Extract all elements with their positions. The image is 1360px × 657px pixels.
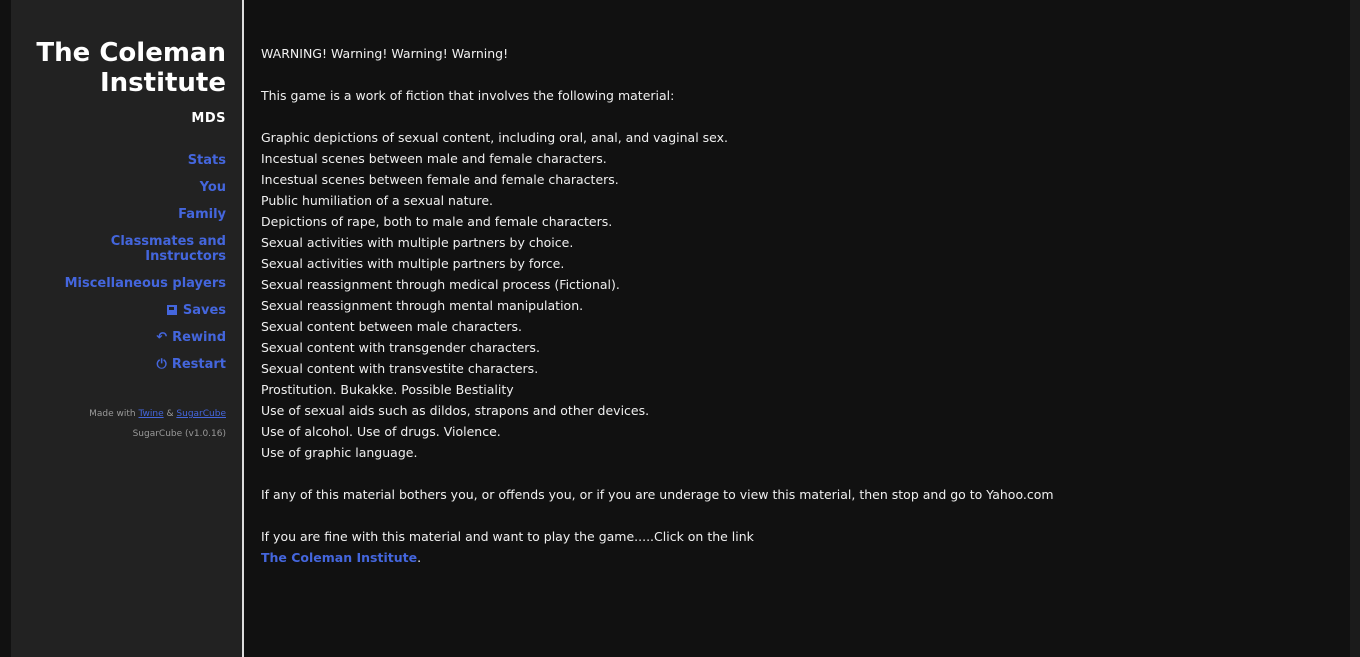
start-game-link[interactable]: The Coleman Institute <box>261 550 418 565</box>
floppy-disk-icon <box>167 305 177 315</box>
version-text: SugarCube (v1.0.16) <box>132 429 226 439</box>
undo-arrow-icon: ↶ <box>156 330 168 345</box>
content-item: Prostitution. Bukakke. Possible Bestiality <box>261 382 514 397</box>
menu-item-restart[interactable] <box>11 357 226 372</box>
content-item: Incestual scenes between male and female characters. <box>261 151 607 166</box>
menu-item-saves[interactable] <box>11 303 226 318</box>
content-item: Use of alcohol. Use of drugs. Violence. <box>261 424 501 439</box>
content-item: Incestual scenes between female and female characters. <box>261 172 619 187</box>
power-icon: ⏻ <box>156 357 167 372</box>
content-list <box>261 127 1321 463</box>
content-item: Sexual activities with multiple partners by choice. <box>261 235 574 250</box>
menu-item-misc[interactable]: Miscellaneous players <box>64 276 226 291</box>
menu-item-you[interactable]: You <box>199 180 226 195</box>
content-item: Use of graphic language. <box>261 445 418 460</box>
sugarcube-link[interactable]: SugarCube <box>176 409 226 419</box>
restart-label: Restart <box>171 357 226 372</box>
saves-label: Saves <box>182 303 226 318</box>
link-suffix: . <box>417 550 422 565</box>
twine-link[interactable]: Twine <box>138 409 164 419</box>
menu-item-family[interactable]: Family <box>178 207 226 222</box>
content-item: Graphic depictions of sexual content, including oral, anal, and vaginal sex. <box>261 130 728 145</box>
story-menu <box>11 153 226 372</box>
content-item: Public humiliation of a sexual nature. <box>261 193 493 208</box>
content-item: Depictions of rape, both to male and female characters. <box>261 214 613 229</box>
story-title: The Coleman Institute <box>36 38 226 98</box>
amp-text: & <box>166 409 174 419</box>
content-item: Sexual reassignment through medical process (Fictional). <box>261 277 620 292</box>
content-item: Sexual reassignment through mental manipulation. <box>261 298 584 313</box>
content-item: Use of sexual aids such as dildos, strapons and other devices. <box>261 403 650 418</box>
bothers-line: If any of this material bothers you, or offends you, or if you are underage to view this material, then stop and go to Yahoo.com <box>261 487 1054 502</box>
intro-line: This game is a work of fiction that involves the following material: <box>261 88 675 103</box>
rewind-label: Rewind <box>172 330 226 345</box>
content-item: Sexual content between male characters. <box>261 319 523 334</box>
ui-bar-body <box>11 38 226 444</box>
link-line <box>261 547 1321 568</box>
fine-line: If you are fine with this material and want to play the game.....Click on the link <box>261 529 754 544</box>
right-strip <box>1350 0 1360 657</box>
passage <box>261 43 1321 568</box>
menu-item-stats[interactable]: Stats <box>187 153 226 168</box>
credits-made-with <box>11 404 226 424</box>
content-item: Sexual activities with multiple partners by force. <box>261 256 565 271</box>
content-item: Sexual content with transvestite characters. <box>261 361 539 376</box>
warning-line: WARNING! Warning! Warning! Warning! <box>261 46 509 61</box>
left-gutter <box>0 0 11 657</box>
made-with-text: Made with <box>89 409 136 419</box>
menu-item-rewind[interactable] <box>11 330 226 345</box>
content-item: Sexual content with transgender characters. <box>261 340 540 355</box>
menu-item-classmates[interactable]: Classmates and Instructors <box>110 234 226 264</box>
story-author: MDS <box>191 111 226 126</box>
ui-bar <box>11 0 244 657</box>
credits <box>11 404 226 444</box>
